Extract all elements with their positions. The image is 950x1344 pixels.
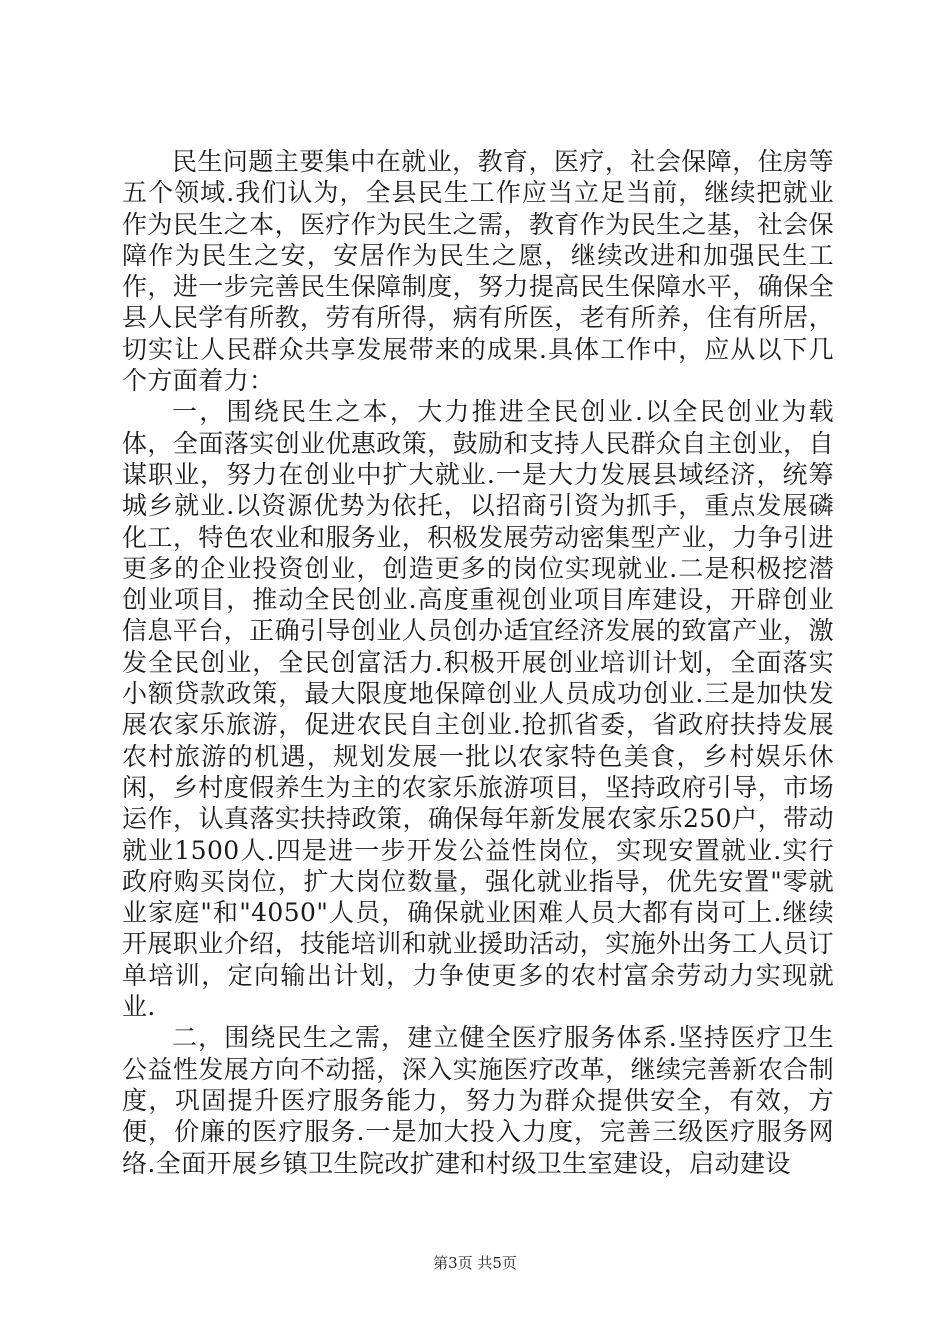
paragraph-section-two: 二，围绕民生之需，建立健全医疗服务体系.坚持医疗卫生公益性发展方向不动摇，深入实施医疗改革，继续完善新农合制度，巩固提升医疗服务能力，努力为群众提供安全，有效，方便，价廉的医疗服务.一是加大投入力度，完善三级医疗服务网络.全面开展乡镇卫生院改扩建和村级卫生室建设，启动建设 xyxy=(122,1023,834,1178)
page-footer: 第3页 共5页 xyxy=(433,1254,517,1272)
paragraph-intro: 民生问题主要集中在就业，教育，医疗，社会保障，住房等五个领域.我们认为，全县民生工作应当立足当前，继续把就业作为民生之本，医疗作为民生之需，教育作为民生之基，社会保障作为民生之安，安居作为民生之愿，继续改进和加强民生工作，进一步完善民生保障制度，努力提高民生保障水平，确保全县人民学有所教，劳有所得，病有所医，老有所养，住有所居，切实让人民群众共享发展带来的成果.具体工作中，应从以下几个方面着力： xyxy=(122,147,834,396)
paragraph-section-one: 一，围绕民生之本，大力推进全民创业.以全民创业为载体，全面落实创业优惠政策，鼓励和支持人民群众自主创业，自谋职业，努力在创业中扩大就业.一是大力发展县域经济，统筹城乡就业.以资源优势为依托，以招商引资为抓手，重点发展磷化工，特色农业和服务业，积极发展劳动密集型产业，力争引进更多的企业投资创业，创造更多的岗位实现就业.二是积极挖潜创业项目，推动全民创业.高度重视创业项目库建设，开辟创业信息平台，正确引导创业人员创办适宜经济发展的致富产业，激发全民创业，全民创富活力.积极开展创业培训计划，全面落实小额贷款政策，最大限度地保障创业人员成功创业.三是加快发展农家乐旅游，促进农民自主创业.抢抓省委，省政府扶持发展农村旅游的机遇，规划发展一批以农家特色美食，乡村娱乐休闲，乡村度假养生为主的农家乐旅游项目，坚持政府引导，市场运作，认真落实扶持政策，确保每年新发展农家乐250户，带动就业1500人.四是进一步开发公益性岗位，实现安置就业.实行政府购买岗位，扩大岗位数量，强化就业指导，优先安置"零就业家庭"和"4050"人员，确保就业困难人员大都有岗可上.继续开展职业介绍，技能培训和就业援助活动，实施外出务工人员订单培训，定向输出计划，力争使更多的农村富余劳动力实现就业. xyxy=(122,397,834,1022)
document-body xyxy=(122,146,834,1179)
